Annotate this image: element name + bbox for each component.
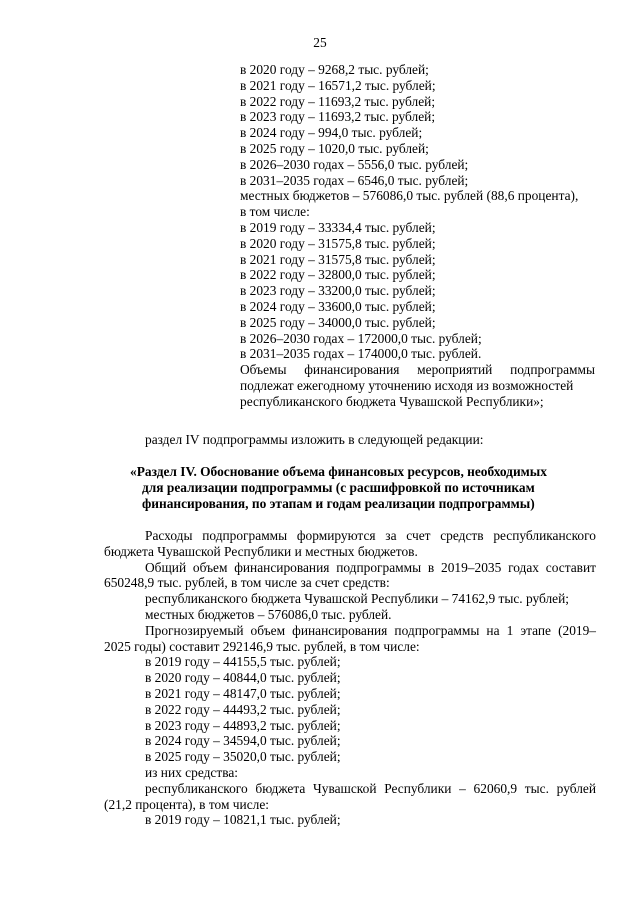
list-item: в том числе: (240, 204, 310, 220)
heading-line: для реализации подпрограммы (с расшифровкой по источникам (142, 480, 535, 495)
list-item: подлежат ежегодному уточнению исходя из возможностей (240, 377, 574, 393)
instruction-paragraph (104, 432, 596, 448)
list-item: в 2021 году – 48147,0 тыс. рублей; (145, 685, 341, 701)
list-item: в 2025 году – 1020,0 тыс. рублей; (240, 140, 429, 156)
list-item: в 2025 году – 35020,0 тыс. рублей; (145, 749, 341, 765)
list-item: в 2020 году – 9268,2 тыс. рублей; (240, 62, 429, 77)
list-item: в 2031–2035 годах – 6546,0 тыс. рублей; (240, 172, 469, 188)
list-item: в 2022 году – 11693,2 тыс. рублей; (240, 93, 436, 109)
list-item: республиканского бюджета Чувашской Республики»; (240, 393, 544, 409)
list-item: в 2020 году – 40844,0 тыс. рублей; (145, 670, 341, 686)
list-item: в 2024 году – 33600,0 тыс. рублей; (240, 298, 436, 314)
financing-list-block (240, 62, 595, 410)
heading-line: «Раздел IV. Обоснование объема финансовых ресурсов, необходимых (130, 464, 547, 479)
list-item: Объемы финансирования мероприятий подпрограммы (240, 362, 595, 378)
paragraph-line: Общий объем финансирования подпрограммы в 2019–2035 годах составит (145, 559, 596, 575)
section-heading (130, 464, 570, 512)
list-item: в 2022 году – 32800,0 тыс. рублей; (240, 267, 436, 283)
list-item: в 2025 году – 34000,0 тыс. рублей; (240, 314, 436, 330)
paragraph-line: 650248,9 тыс. рублей, в том числе за счет средств: (104, 575, 390, 591)
list-item: в 2023 году – 33200,0 тыс. рублей; (240, 283, 436, 299)
list-item: в 2019 году – 10821,1 тыс. рублей; (145, 812, 341, 828)
list-item: в 2020 году – 31575,8 тыс. рублей; (240, 235, 436, 251)
list-item: в 2031–2035 годах – 174000,0 тыс. рублей. (240, 346, 482, 362)
paragraph-line: местных бюджетов – 576086,0 тыс. рублей. (145, 606, 392, 622)
list-item: в 2021 году – 16571,2 тыс. рублей; (240, 77, 436, 93)
heading-line: финансирования, по этапам и годам реализации подпрограммы) (142, 496, 535, 511)
list-item: в 2024 году – 34594,0 тыс. рублей; (145, 733, 341, 749)
list-item: в 2021 году – 31575,8 тыс. рублей; (240, 251, 436, 267)
list-item: местных бюджетов – 576086,0 тыс. рублей (88,6 процента), (240, 188, 579, 204)
list-item: в 2024 году – 994,0 тыс. рублей; (240, 125, 423, 141)
list-item: в 2023 году – 44893,2 тыс. рублей; (145, 717, 341, 733)
paragraph-line: республиканского бюджета Чувашской Республики – 74162,9 тыс. рублей; (145, 591, 570, 607)
body-text (104, 528, 596, 828)
list-item: в 2019 году – 44155,5 тыс. рублей; (145, 654, 341, 670)
paragraph-line: 2025 годы) составит 292146,9 тыс. рублей, в том числе: (104, 638, 420, 654)
list-item: в 2026–2030 годах – 5556,0 тыс. рублей; (240, 156, 469, 172)
page-number: 25 (313, 35, 327, 50)
list-item: в 2026–2030 годах – 172000,0 тыс. рублей; (240, 330, 482, 346)
instruction-text: раздел IV подпрограммы изложить в следующей редакции: (145, 432, 484, 447)
paragraph-line: из них средства: (145, 764, 239, 780)
list-item: в 2022 году – 44493,2 тыс. рублей; (145, 701, 341, 717)
paragraph-line: Расходы подпрограммы формируются за счет средств республиканского (145, 528, 596, 543)
paragraph-line: Прогнозируемый объем финансирования подпрограммы на 1 этапе (2019– (145, 622, 596, 638)
paragraph-line: бюджета Чувашской Республики и местных бюджетов. (104, 543, 418, 559)
list-item: в 2023 году – 11693,2 тыс. рублей; (240, 109, 436, 125)
list-item: в 2019 году – 33334,4 тыс. рублей; (240, 219, 436, 235)
paragraph-line: республиканского бюджета Чувашской Республики – 62060,9 тыс. рублей (145, 780, 596, 796)
paragraph-line: (21,2 процента), в том числе: (104, 796, 269, 812)
